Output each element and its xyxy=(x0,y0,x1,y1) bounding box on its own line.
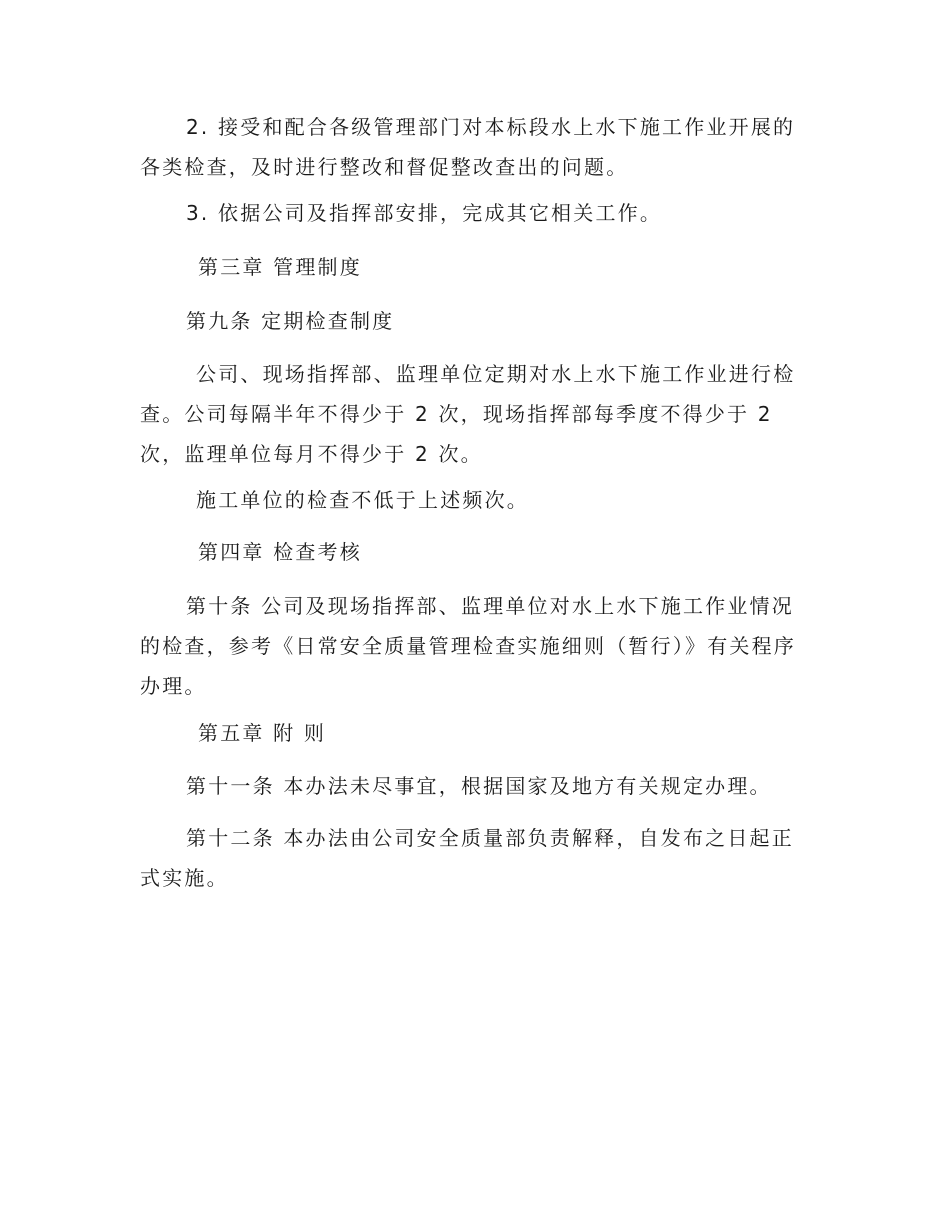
article-9-body: 公司、现场指挥部、监理单位定期对水上水下施工作业进行检查。公司每隔半年不得少于 2 次，现场指挥部每季度不得少于 2 次，监理单位每月不得少于 2 次。 xyxy=(140,362,796,466)
article-11: 第十一条 本办法未尽事宜，根据国家及地方有关规定办理。 xyxy=(186,774,772,798)
paragraph-item-3: 3. 依据公司及指挥部安排，完成其它相关工作。 xyxy=(186,201,663,225)
article-9-title: 第九条 定期检查制度 xyxy=(186,309,395,333)
article-12: 第十二条 本办法由公司安全质量部负责解释，自发布之日起正式实施。 xyxy=(140,826,794,890)
chapter-5-heading: 第五章 附 则 xyxy=(198,721,327,745)
article-10: 第十条 公司及现场指挥部、监理单位对水上水下施工作业情况的检查，参考《日常安全质量管理检查实施细则（暂行）》有关程序办理。 xyxy=(140,594,796,698)
paragraph-item-2: 2. 接受和配合各级管理部门对本标段水上水下施工作业开展的各类检查，及时进行整改和督促整改查出的问题。 xyxy=(140,115,796,179)
chapter-4-heading: 第四章 检查考核 xyxy=(198,540,362,564)
article-9-note: 施工单位的检查不低于上述频次。 xyxy=(196,488,529,512)
chapter-3-heading: 第三章 管理制度 xyxy=(198,255,362,279)
